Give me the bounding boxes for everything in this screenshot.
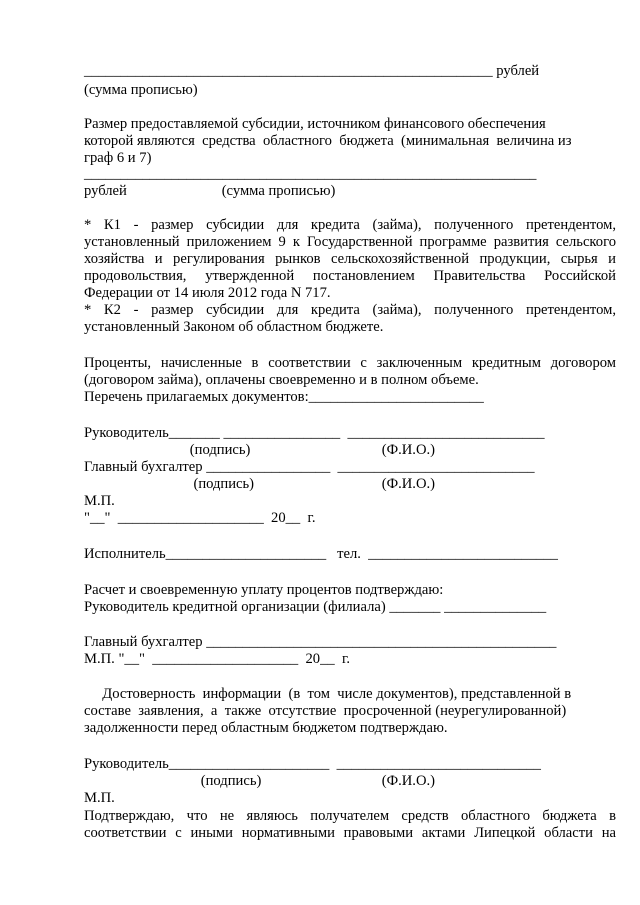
document-line: Перечень прилагаемых документов:________________________ [84,389,484,405]
document-line: М.П. [84,790,115,806]
document-line: задолженности перед областным бюджетом подтверждаю. [84,720,448,736]
document-line: ________________________________________________________ рублей [84,63,540,79]
document-line: Главный бухгалтер ________________________________________________ [84,634,557,650]
document-line: Руководитель_______ ________________ ___________________________ [84,425,545,441]
document-line: * К2 - размер субсидии для кредита (займа), полученного претендентом, [84,302,616,318]
document-line: установленный приложением 9 к Государственной программе развития сельского [84,234,616,250]
document-line: установленный Законом об областном бюджете. [84,319,384,335]
document-line: Расчет и своевременную уплату процентов подтверждаю: [84,582,444,598]
document-line: Проценты, начисленные в соответствии с заключенным кредитным договором [84,355,616,371]
document-line: "__" ____________________ 20__ г. [84,510,316,526]
document-line: М.П. [84,493,115,509]
document-line: Размер предоставляемой субсидии, источником финансового обеспечения [84,116,546,132]
document-line: Руководитель______________________ ____________________________ [84,756,541,772]
document-line: (сумма прописью) [84,82,198,98]
document-line: Главный бухгалтер _________________ ___________________________ [84,459,535,475]
document-line: граф 6 и 7) [84,150,152,166]
document-line: хозяйства и регулирования рынков сельскохозяйственной продукции, сырья и [84,251,616,267]
document-line: рублей (сумма прописью) [84,183,336,199]
document-line: соответствии с иными нормативными правовыми актами Липецкой области на [84,825,616,841]
document-line: Федерации от 14 июля 2012 года N 717. [84,285,331,301]
document-line: продовольствия, утвержденной постановлением Правительства Российской [84,268,616,284]
document-line: (договором займа), оплачены своевременно и в полном объеме. [84,372,479,388]
document-line: составе заявления, а также отсутствие просроченной (неурегулированной) [84,703,567,719]
document-line: (подпись) (Ф.И.О.) [84,476,436,492]
document-line: Достоверность информации (в том числе документов), представленной в [84,686,572,702]
document-line: ______________________________________________________________ [84,166,537,182]
document-line: * К1 - размер субсидии для кредита (займа), полученного претендентом, [84,217,616,233]
document-line: которой являются средства областного бюджета (минимальная величина из [84,133,572,149]
document-line: (подпись) (Ф.И.О.) [84,773,436,789]
document-line: (подпись) (Ф.И.О.) [84,442,436,458]
document-line: Руководитель кредитной организации (филиала) _______ ______________ [84,599,547,615]
document-line: Подтверждаю, что не являюсь получателем средств областного бюджета в [84,808,616,824]
document-line: М.П. "__" ____________________ 20__ г. [84,651,350,667]
document-line: Исполнитель______________________ тел. __________________________ [84,546,558,562]
